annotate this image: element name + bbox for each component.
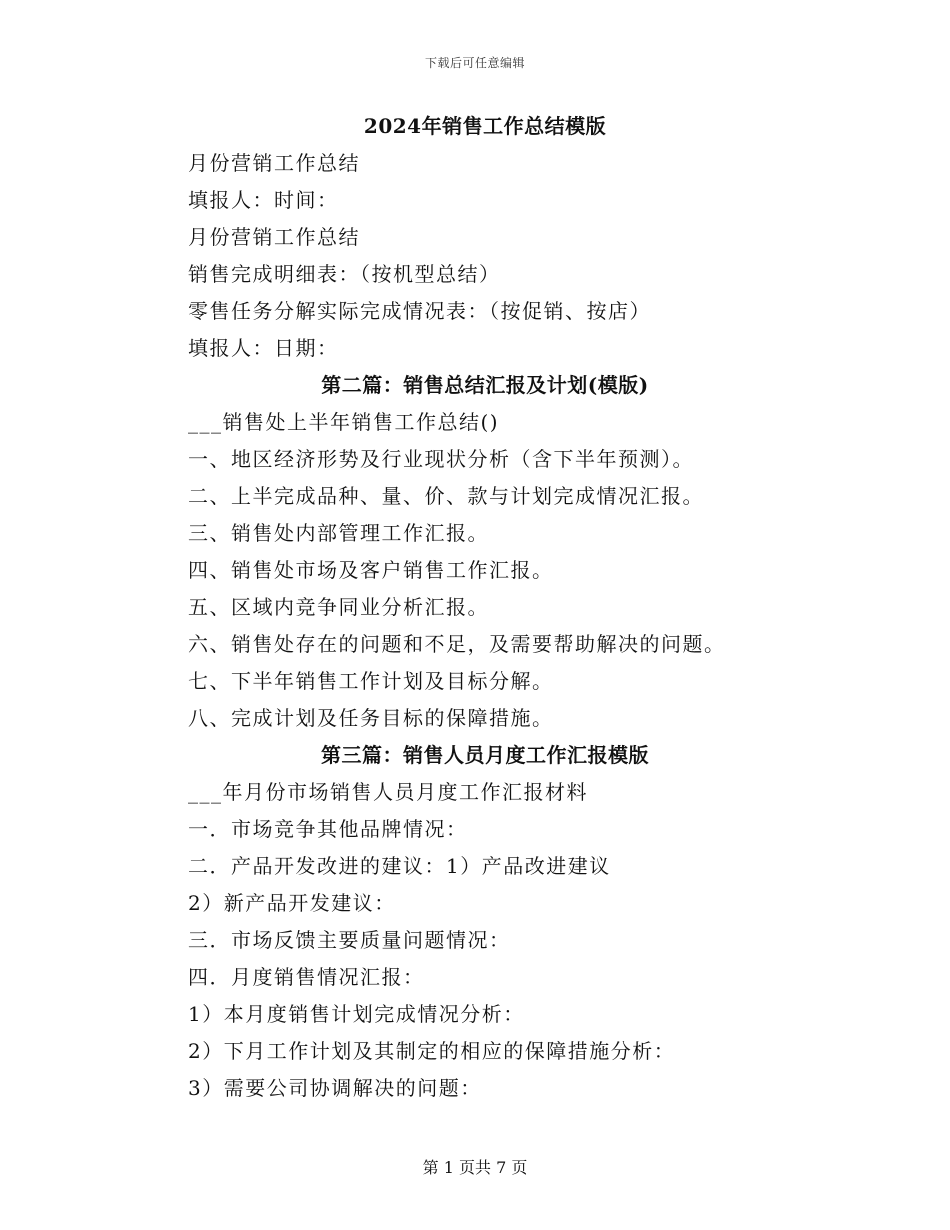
body-line: 3）需要公司协调解决的问题： (188, 1076, 482, 1100)
body-line: 月份营销工作总结 (188, 151, 360, 175)
body-line: ___年月份市场销售人员月度工作汇报材料 (188, 780, 588, 804)
body-line: 七、下半年销售工作计划及目标分解。 (188, 669, 554, 693)
document-body (0, 108, 950, 1107)
body-line: 五、区域内竞争同业分析汇报。 (188, 595, 489, 619)
body-line: 1）本月度销售计划完成情况分析： (188, 1002, 525, 1026)
body-line: 月份营销工作总结 (188, 225, 360, 249)
body-line: 2）下月工作计划及其制定的相应的保障措施分析： (188, 1039, 676, 1063)
body-line: 六、销售处存在的问题和不足，及需要帮助解决的问题。 (188, 632, 726, 656)
body-line: 二、上半完成品种、量、价、款与计划完成情况汇报。 (188, 484, 704, 508)
body-line: 2）新产品开发建议： (188, 891, 396, 915)
body-line: 四、销售处市场及客户销售工作汇报。 (188, 558, 554, 582)
body-line: ___销售处上半年销售工作总结() (188, 410, 500, 434)
body-line: 八、完成计划及任务目标的保障措施。 (188, 706, 554, 730)
body-line: 二．产品开发改进的建议：1）产品改进建议 (188, 854, 611, 878)
page-header-note: 下载后可任意编辑 (424, 56, 525, 70)
body-line: 零售任务分解实际完成情况表：（按促销、按店） (188, 299, 651, 323)
body-line: 三．市场反馈主要质量问题情况： (188, 928, 511, 952)
page-number: 第 1 页共 7 页 (422, 1158, 528, 1177)
body-line: 一．市场竞争其他品牌情况： (188, 817, 468, 841)
body-line: 四．月度销售情况汇报： (188, 965, 425, 989)
document-title: 2024年销售工作总结模版 (363, 114, 607, 138)
section-title-2: 第二篇：销售总结汇报及计划(模版) (321, 373, 649, 397)
section-title-3: 第三篇：销售人员月度工作汇报模版 (321, 743, 649, 767)
body-line: 三、销售处内部管理工作汇报。 (188, 521, 489, 545)
body-line: 填报人：时间： (188, 188, 339, 212)
body-line: 一、地区经济形势及行业现状分析（含下半年预测）。 (188, 447, 694, 471)
body-line: 销售完成明细表：（按机型总结） (188, 262, 501, 286)
body-line: 填报人：日期： (188, 336, 339, 360)
